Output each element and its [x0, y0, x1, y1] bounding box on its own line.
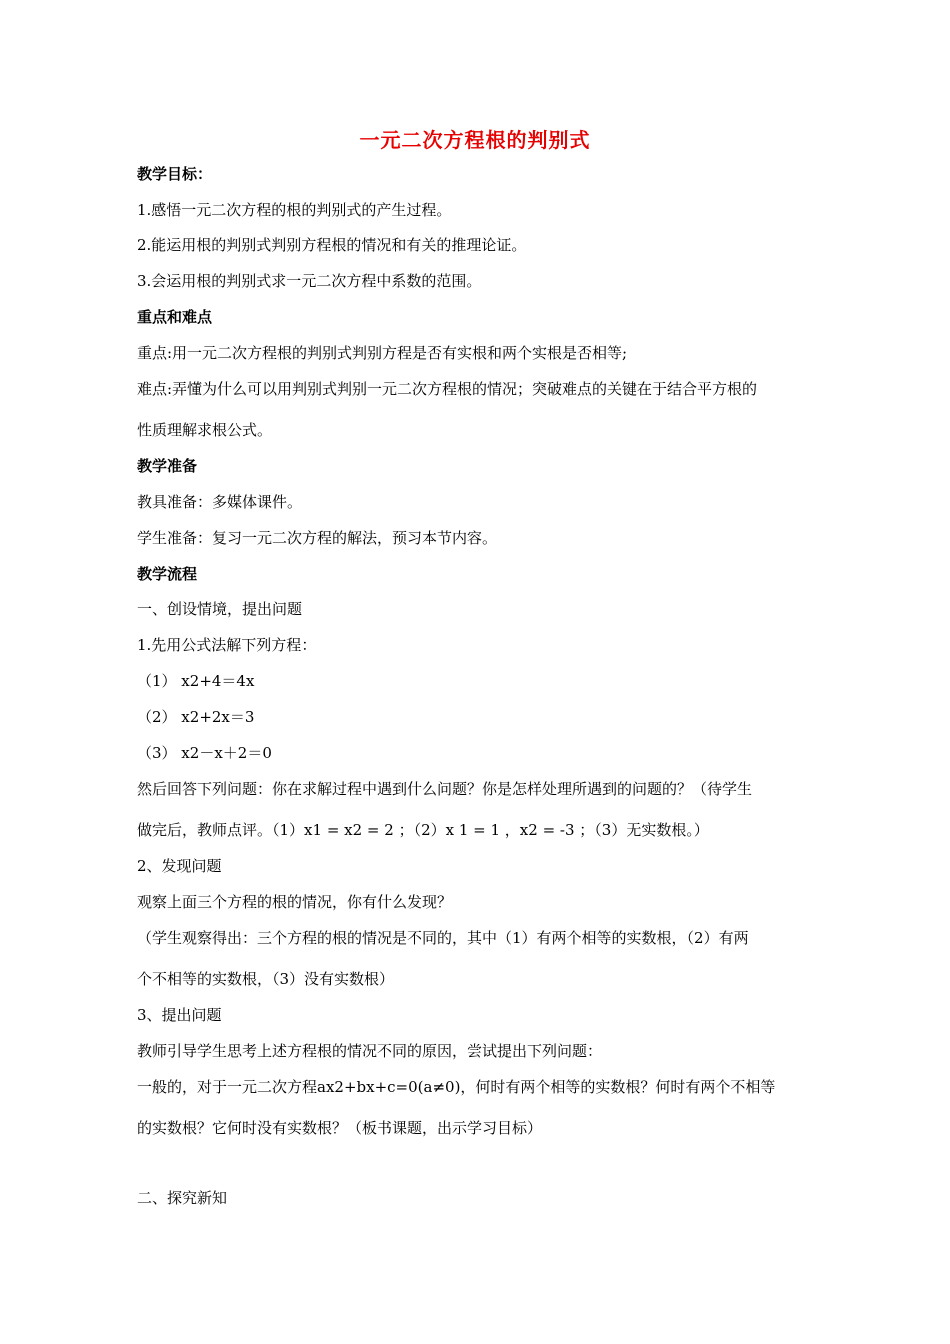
step-1-text: 1.先用公式法解下列方程：: [137, 636, 317, 654]
section-1-heading: 一、创设情境，提出问题: [137, 600, 303, 618]
heading-key-points: 重点和难点: [137, 308, 213, 326]
teacher-guidance: 教师引导学生思考上述方程根的情况不同的原因，尝试提出下列问题：: [137, 1042, 603, 1060]
step-3-heading: 3、提出问题: [137, 1006, 222, 1024]
equation-3: （3） x2－x＋2＝0: [137, 744, 272, 762]
heading-preparation: 教学准备: [137, 457, 198, 475]
section-2-heading: 二、探究新知: [137, 1189, 228, 1207]
question-text: 然后回答下列问题：你在求解过程中遇到什么问题？你是怎样处理所遇到的问题的？（待学生: [137, 780, 753, 798]
student-preparation: 学生准备：复习一元二次方程的解法，预习本节内容。: [137, 529, 498, 547]
difficult-point-text: 难点:弄懂为什么可以用判别式判别一元二次方程根的情况；突破难点的关键在于结合平方根的: [137, 380, 758, 398]
goal-item-1: 1.感悟一元二次方程的根的判别式的产生过程。: [137, 201, 452, 219]
teacher-preparation: 教具准备：多媒体课件。: [137, 493, 303, 511]
equation-1: （1） x2+4＝4x: [137, 672, 255, 690]
heading-teaching-process: 教学流程: [137, 565, 198, 583]
question-answers: 做完后，教师点评。（1）x1 = x2 = 2 ；（2）x 1 = 1 ，x2 = -3 ；（3）无实数根。）: [137, 821, 709, 839]
equation-2: （2） x2+2x＝3: [137, 708, 255, 726]
key-point-text: 重点:用一元二次方程根的判别式判别方程是否有实根和两个实根是否相等;: [137, 344, 628, 362]
heading-teaching-goals: 教学目标：: [137, 165, 213, 183]
student-observation: （学生观察得出：三个方程的根的情况是不同的，其中（1）有两个相等的实数根，（2）有两: [137, 929, 749, 947]
goal-item-3: 3.会运用根的判别式求一元二次方程中系数的范围。: [137, 272, 482, 290]
step-2-heading: 2、发现问题: [137, 857, 222, 875]
student-observation-cont: 个不相等的实数根，（3）没有实数根）: [137, 970, 395, 988]
document-title: 一元二次方程根的判别式: [359, 128, 591, 152]
observe-text: 观察上面三个方程的根的情况，你有什么发现？: [137, 893, 453, 911]
goal-item-2: 2.能运用根的判别式判别方程根的情况和有关的推理论证。: [137, 236, 527, 254]
difficult-point-text-cont: 性质理解求根公式。: [137, 421, 273, 439]
general-question: 一般的，对于一元二次方程ax2+bx+c=0(a≠0)，何时有两个相等的实数根？何时有两个不相等: [137, 1078, 776, 1096]
general-question-cont: 的实数根？它何时没有实数根？（板书课题，出示学习目标）: [137, 1119, 543, 1137]
